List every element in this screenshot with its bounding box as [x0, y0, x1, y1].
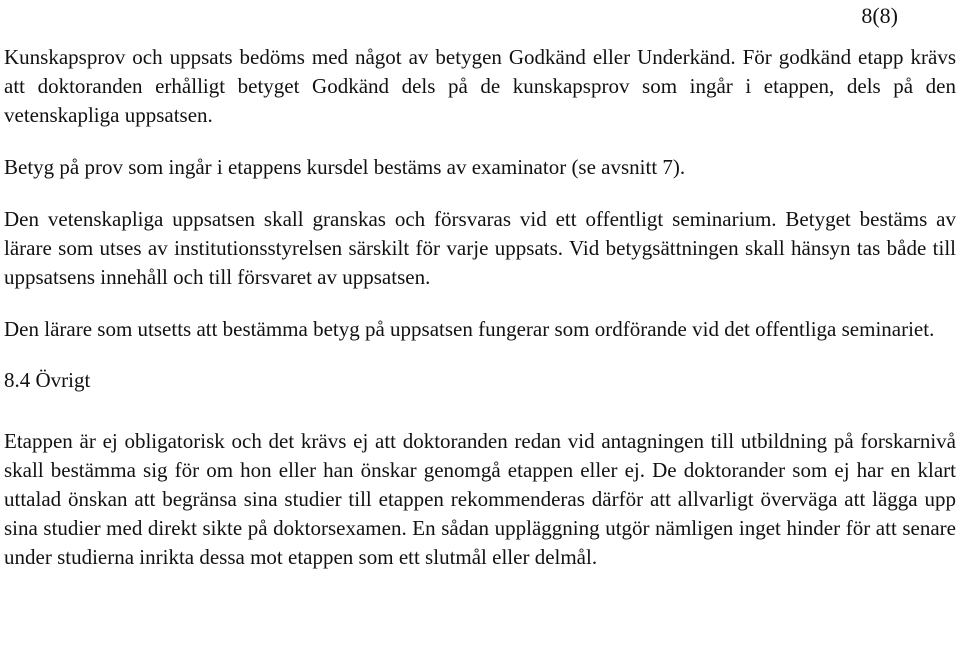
paragraph-grading: Kunskapsprov och uppsats bedöms med något av betygen Godkänd eller Underkänd. För godkänd etapp krävs att doktoranden erhålligt betyget Godkänd dels på de kunskapsprov som ingår i etappen, dels på den vetenskapliga uppsatsen.	[4, 45, 956, 127]
paragraph-exam-grades: Betyg på prov som ingår i etappens kursdel bestäms av examinator (se avsnitt 7).	[4, 155, 686, 179]
section-heading: 8.4 Övrigt	[4, 368, 91, 392]
paragraph-other: Etappen är ej obligatorisk och det krävs ej att doktoranden redan vid antagningen till utbildning på forskarnivå skall bestämma sig för om hon eller han önskar genomgå etappen eller ej. De doktorander som ej har en klart uttalad önskan att begränsa sina studier till etappen rekommenderas därför att allvarligt överväga att lägga upp sina studier med direkt sikte på doktorsexamen. En sådan uppläggning utgör nämligen inget hinder för att senare under studierna inrikta dessa mot etappen som ett slutmål eller delmål.	[4, 429, 956, 569]
document-body	[4, 43, 956, 572]
paragraph-thesis-seminar: Den vetenskapliga uppsatsen skall granskas och försvaras vid ett offentligt seminarium. Betyget bestäms av lärare som utses av institutionsstyrelsen särskilt för varje uppsats. Vid betygsättningen skall hänsyn tas både till uppsatsens innehåll och till försvaret av uppsatsen.	[4, 207, 956, 289]
page-number: 8(8)	[861, 3, 898, 28]
paragraph-chairperson: Den lärare som utsetts att bestämma betyg på uppsatsen fungerar som ordförande vid det offentliga seminariet.	[4, 317, 935, 341]
